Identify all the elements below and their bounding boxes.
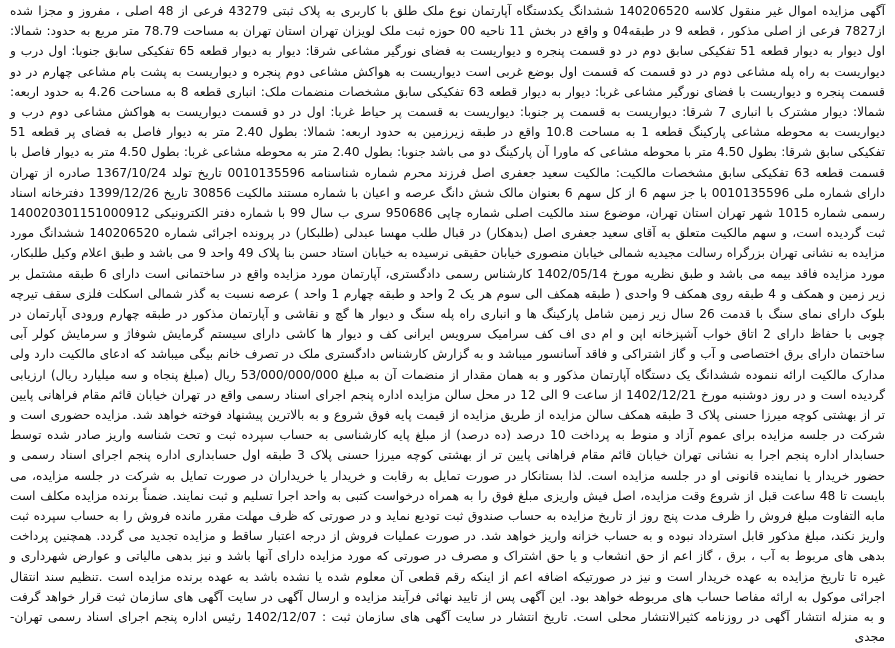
auction-notice-text: آگهی مزایده اموال غیر منقول کلاسه 140206520 ششدانگ یکدستگاه آپارتمان نوع ملک طلق با کاربری به پلاک ثبتی 43279 فرعی از 48 اصلی ، مفروز و مجزا شده از7827 فرعی از اصلی مذکور ، قطعه 9 در طبقه04 و واقع در بخش 11 ناحیه 00 حوزه ثبت ملک لویزان تهران استان تهران به مساحت 78.79 متر مربع به حدود: شمالا: اول دیوار به دیوار قطعه 51 تفکیکی سابق دوم در دو قسمت پنجره و دیواریست به فضای نورگیر مشاعی شرقا: دیوار به دیوار قطعه 65 تفکیکی سابق جنوبا: اول درب و دیواریست به راه پله مشاعی دوم در دو قسمت که قسمت اول بوضع غربی است دیواریست به هواکش مشاعی دوم پنجره و دیواریست به پشت بام مشاعی چهارم در دو قسمت پنجره و دیواریست با فضای نورگیر مشاعی غربا: دیوار به دیوار قطعه 63 تفکیکی سابق مشخصات منضمات ملک: انباری قطعه 8 به مساحت 4.26 به حدود اربعه: شمالا: دیوار مشترک با انباری 7 شرقا: دیواریست به قسمت پر جنوبا: دیواریست به قسمت پر حیاط غربا: اول در دو قسمت دیواریست به هواکش مشاعی دوم درب و دیواریست به محوطه مشاعی پارکینگ قطعه 1 به مساحت 10.8 واقع در طبقه زیرزمین به حدود اربعه: شمالا: بطول 2.40 متر به دیوار فاصل به فضای پر قطعه 51 تفکیکی سابق شرقا: بطول 4.50 متر با محوطه مشاعی که ماورا آن پارکینگ دو می باشد جنوبا: بطول 2.40 متر به محوطه مشاعی غربا: بطول 4.50 متر به دیوار فاصل با قسمت قطعه 63 تفکیکی سابق مشخصات مالکیت: مالکیت سعید جعفری اصل فرزند محرم شماره شناسنامه 0010135596 تاریخ تولد 1367/10/24 صادره از تهران دارای شماره ملی 0010135596 با جز سهم 6 از کل سهم 6 بعنوان مالک شش دانگ عرصه و اعیان با شماره مستند مالکیت 30856 تاریخ 1399/12/26 دفترخانه اسناد رسمی شماره 1015 شهر تهران استان تهران، موضوع سند مالکیت اصلی شماره چاپی 950686 سری ب سال 99 با شماره دفتر الکترونیکی 140020301151000912 ثبت گردیده است، و سهم مالکیت متعلق به آقای سعید جعفری اصل (بدهکار) در قبال طلب مهسا عبدلی (طلبکار) در پرونده اجرائی شماره 140206520 ششدانگ مورد مزایده به نشانی تهران بزرگراه رسالت مجیدیه شمالی خیابان منصوری خیابان حقیقی نرسیده به خیابان استاد حسن بنا پلاک 49 واحد 9 می باشد و طبق اعلام وکیل طلبکار، مورد مزایده فاقد بیمه می باشد و طبق نظریه مورخ 1402/05/14 کارشناس رسمی دادگستری، آپارتمان مورد مزایده واقع در ساختمانی است دارای 6 طبقه مشتمل بر زیر زمین و همکف و 4 طبقه روی همکف 9 واحدی ( طبقه همکف الی سوم هر یک 2 واحد و طبقه چهارم 1 واحد ) عرصه نسبت به گذر شمالی اسکلت فلزی سقف تیرچه بلوک دارای نمای سنگ با قدمت 26 سال زیر زمین شامل پارکینگ ها و انباری راه پله سنگ و دیوار ها گچ و نقاشی و آپارتمان مذکور در طبقه چهارم ورودی آپارتمان در چوبی با حفاظ دارای 2 اتاق خواب آشپزخانه اپن و ام دی اف کف سرامیک سرویس ایرانی کف و دیوار ها کاشی دارای سیستم گرمایش شوفاژ و سرمایش کولر آبی ساختمان دارای برق اختصاصی و آب و گاز اشتراکی و فاقد آسانسور میباشد و به گزارش کارشناس دادگستری ملک در تصرف خانم بیگی میباشد که ادعای مالکیت دارد ولی مدارک مالکیت ارائه ننموده ششدانگ یک دستگاه آپارتمان مذکور و به همان مقدار از منضمات آن به مبلغ 53/000/000/000 ریال (مبلغ پنجاه و سه میلیارد ریال) ارزیابی گردیده است و در روز دوشنبه مورخ 1402/12/21 از ساعت 9 الی 12 در محل سالن مزایده اداره پنجم اجرای اسناد رسمی واقع در تهران خیابان قائم مقام فراهانی پایین تر از بهشتی کوچه میرزا حسنی پلاک 3 طبقه همکف سالن مزایده از طریق مزایده از قیمت پایه فوق شروع و به بالاترین پیشنهاد فوخته خواهد شد. مزایده حضوری است و شرکت در جلسه مزایده برای عموم آزاد و منوط به پرداخت 10 درصد (ده درصد) از مبلغ پایه کارشناسی به حساب سپرده ثبت و تحت شناسه واریز صادر شده توسط حسابدار اداره پنجم اجرا به نشانی تهران خیابان قائم مقام فراهانی پایین تر از بهشتی کوچه میرزا حسنی پلاک 3 طبقه اول حسابداری اداره پنجم اجرای اسناد رسمی و حضور خریدار یا نماینده قانونی او در جلسه مزایده است. لذا بستانکار در صورت تمایل به رقابت و خریدار یا خریداران در صورت تمایل به شرکت در جلسه مزایده، می بایست تا 48 ساعت قبل از شروع وقت مزایده، اصل فیش واریزی مبلغ فوق را به همراه درخواست کتبی به واحد اجرا تسلیم و ثبت نمایند. ضمناً برنده مزایده مکلف است مابه التفاوت مبلغ فروش را ظرف مدت پنج روز از تاریخ مزایده به حساب صندوق ثبت تودیع نماید و در صورتی که ظرف مهلت مقرر مانده فروش را به حساب سپرده ثبت واریز نکند، مبلغ مذکور قابل استرداد نبوده و به حساب خزانه واریز خواهد شد. در صورت عملیات فروش از درجه اعتبار ساقط و مزایده تجدید می گردد. همچنین پرداخت بدهی های مربوط به آب ، برق ، گاز اعم از حق انشعاب و یا حق اشتراک و مصرف در صورتی که مورد مزایده دارای آنها باشد و نیز بدهی مالیاتی و عوارض شهرداری و غیره تا تاریخ مزایده به عهده خریدار است و نیز در صورتیکه اضافه اعم از اینکه رقم قطعی آن معلوم شده یا نشده باشد به عهده برنده مزایده است .تنظیم سند انتقال اجرائی موکول به ارائه مفاصا حساب های مربوطه خواهد بود. این آگهی پس از تایید نهائی فرآیند مزایده و ارسال آگهی در سایت آگهی های سازمان ثبت قرار خواهد گرفت و به منزله انتشار آگهی در روزنامه کثیرالانتشار محلی است. تاریخ انتشار در سایت آگهی های سازمان ثبت : 1402/12/07 رئیس اداره پنجم اجرای اسناد رسمی تهران-مجدی (10, 4, 886, 645)
